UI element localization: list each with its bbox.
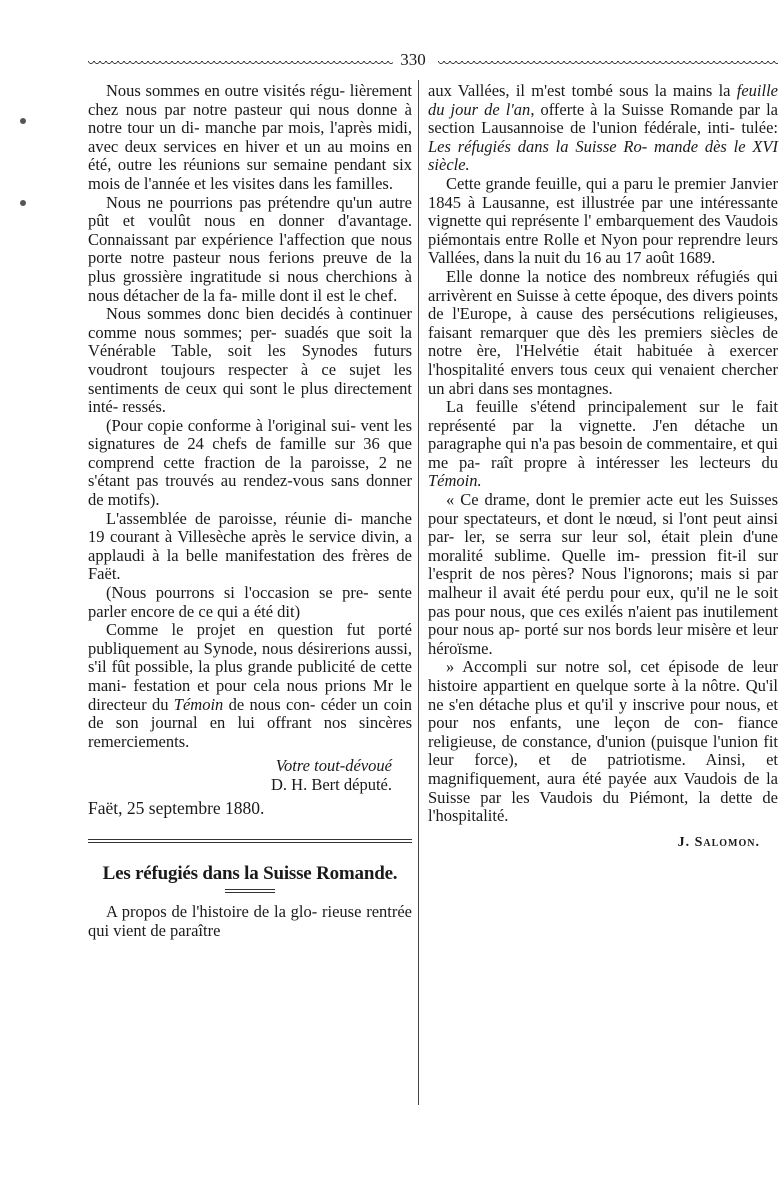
page-header bbox=[88, 50, 778, 70]
paragraph: aux Vallées, il m'est tombé sous la mains la feuille du jour de l'an, offerte à la Suisse Romande par la section Lausannoise de l'union fédérale, inti- tulée: Les réfugiés dans la Suisse Ro- mande dès le XVI siècle. bbox=[428, 81, 778, 175]
header-ornament-left bbox=[88, 61, 393, 67]
paragraph: L'assemblée de paroisse, réunie di- manche 19 courant à Villesèche après le service divin, a applaudi à la belle manifestation des frères de Faët. bbox=[88, 508, 412, 584]
header-ornament-right bbox=[438, 61, 778, 67]
paragraph: Nous sommes en outre visités régu- lièrement chez nous par notre pasteur qui nous donne à notre tour un di- manche par mois, l'après midi, avec deux services en hiver et un au moins en été, outre les réunions sur semaine pendant six mois de l'année et les visites dans les familles. bbox=[88, 81, 412, 193]
margin-dot bbox=[20, 118, 26, 124]
paragraph: Nous ne pourrions pas prétendre qu'un autre pût et voulût nous en donner d'avantage. Connaissant par expérience l'affection que nous porte notre pasteur nous ferions preuve de la plus grossière ingratitude si nous cherchions à nous détacher de la fa- mille dont il est le chef. bbox=[88, 192, 412, 305]
paragraph: Elle donne la notice des nombreux réfugiés qui arrivèrent en Suisse à cette époque, des divers points de l'Europe, à cause des persécutions religieuses, faisant remarquer que dès les premiers siècles de notre ère, l'Helvétie était habituée à exercer l'hospitalité envers tous ceux qui venaient chercher un abri dans ses montagnes. bbox=[428, 266, 778, 398]
right-column bbox=[428, 82, 778, 852]
margin-dot bbox=[20, 200, 26, 206]
paragraph: (Pour copie conforme à l'original sui- vent les signatures de 24 chefs de famille sur 36 que comprend cette fraction de la paroisse, 2 ne s'étant pas trouvés au rendez-vous sans donner de motifs). bbox=[88, 415, 412, 510]
left-column bbox=[88, 82, 412, 940]
paragraph: Comme le projet en question fut porté publiquement au Synode, nous désirerions aussi, s'il fût possible, la plus grande publicité de cette mani- festation et pour cela nous prions Mr le directeur du Témoin de nous con- céder un coin de son journal en lui offrant nos sincères remerciements. bbox=[88, 620, 412, 751]
title-rule bbox=[225, 889, 275, 893]
signer: D. H. Bert député. bbox=[271, 774, 392, 794]
page-number: 330 bbox=[400, 50, 426, 69]
paragraph: » Accompli sur notre sol, cet épisode de leur histoire appartient en quelque sorte à la nôtre. Qu'il ne s'en détache plus et qu'il y inscrive pour nous, et pour nos enfants, une leçon de con- fiance religieuse, de constance, d'union (puisque l'union fit leur force), et de patriotisme. Ainsi, et magnifiquement, aura été payée aux Vaudois de la Suisse par les Vaudois du Piémont, la dette de l'hospitalité. bbox=[428, 657, 778, 826]
paragraph: Nous sommes donc bien decidés à continuer comme nous sommes; per- suadés que soit la Vénérable Table, soit les Synodes futurs voudront toujours respecter à ce sujet les sentiments de ceux qui sont le plus directement inté- ressés. bbox=[88, 304, 412, 417]
section-divider bbox=[88, 839, 412, 843]
paragraph: « Ce drame, dont le premier acte eut les Suisses pour spectateurs, et dont le nœud, si l'ont peut ainsi par- ler, se serra sur leur sol, était plein d'une moralité sublime. Quelle im- pression fit-il sur l'esprit de nos pères? Nous l'ignorons; mais si par malheur il avait été perdu pour eux, qu'il ne le soit pas pour nous, que ces exilés n'aient pas inutilement pour nous ap- porté sur nos bords leur misère et leur héroïsme. bbox=[428, 490, 778, 658]
dateline: Faët, 25 septembre 1880. bbox=[88, 797, 265, 818]
signoff: Votre tout-dévoué bbox=[275, 756, 392, 776]
column-divider bbox=[418, 80, 419, 1105]
paragraph: A propos de l'histoire de la glo- rieuse rentrée qui vient de paraître bbox=[88, 902, 412, 940]
paragraph: Cette grande feuille, qui a paru le premier Janvier 1845 à Lausanne, est illustrée par une intéressante vignette qui représente l' embarquement des Vaudois piémontais entre Rolle et Nyon pour reprendre leurs Vallées, dans la nuit du 16 au 17 août 1689. bbox=[428, 173, 778, 268]
paragraph: (Nous pourrons si l'occasion se pre- sente parler encore de ce qui a été dit) bbox=[88, 583, 412, 621]
article-author: J. Salomon. bbox=[677, 834, 760, 850]
article-title: Les réfugiés dans la Suisse Romande. bbox=[102, 863, 398, 885]
paragraph: La feuille s'étend principalement sur le fait représenté par la vignette. J'en détache un paragraphe qui n'a pas besoin de commentaire, et qui me pa- raît propre à intéresser les lecteurs du Témoin. bbox=[428, 397, 778, 491]
